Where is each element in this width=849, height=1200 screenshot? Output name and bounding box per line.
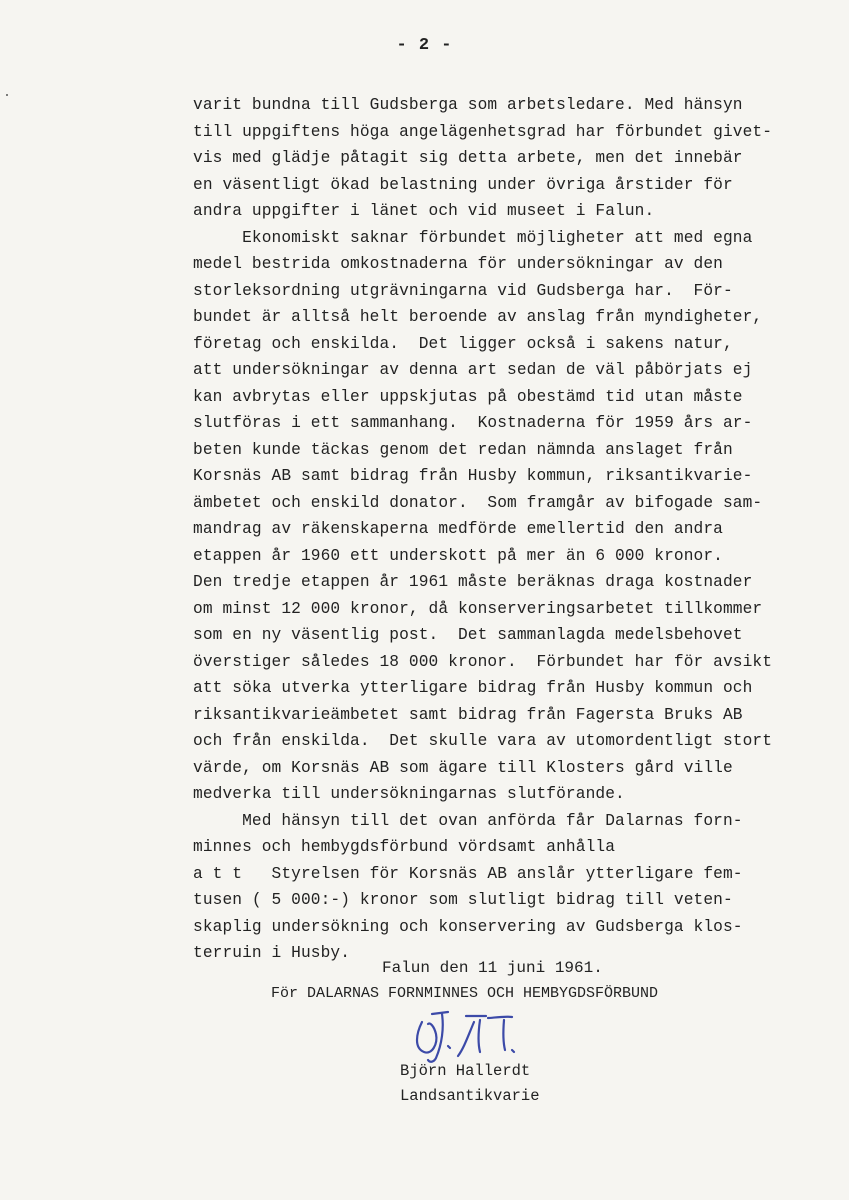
body-line: medverka till undersökningarnas slutförande. <box>193 785 625 803</box>
signer-title: Landsantikvarie <box>400 1087 540 1105</box>
body-line: medel bestrida omkostnaderna för undersökningar av den <box>193 255 723 273</box>
body-line: minnes och hembygdsförbund vördsamt anhålla <box>193 838 616 856</box>
body-line: etappen år 1960 ett underskott på mer än 6 000 kronor. <box>193 546 723 565</box>
body-line: ämbetet och enskild donator. Som framgår av bifogade sam- <box>193 493 763 512</box>
body-line: vis med glädje påtagit sig detta arbete, men det innebär <box>193 149 743 167</box>
body-line: terruin i Husby. <box>193 944 351 962</box>
body-line: slutföras i ett sammanhang. Kostnaderna för 1959 års ar- <box>193 414 753 432</box>
body-line: riksantikvarieämbetet samt bidrag från Fagersta Bruks AB <box>193 705 743 724</box>
body-line: beten kunde täckas genom det redan nämnda anslaget från <box>193 440 733 459</box>
body-line: företag och enskilda. Det ligger också i sakens natur, <box>193 334 733 353</box>
body-line: att söka utverka ytterligare bidrag från Husby kommun och <box>193 679 753 697</box>
body-line: a t t Styrelsen för Korsnäs AB anslår ytterligare fem- <box>193 864 743 883</box>
scan-speck <box>6 94 8 96</box>
body-line: mandrag av räkenskaperna medförde emellertid den andra <box>193 520 723 538</box>
body-line: Med hänsyn till det ovan anförda får Dalarnas forn- <box>193 811 743 830</box>
body-line: och från enskilda. Det skulle vara av utomordentligt stort <box>193 732 773 750</box>
body-line: skaplig undersökning och konservering av Gudsberga klos- <box>193 917 743 936</box>
body-line: överstiger således 18 000 kronor. Förbundet har för avsikt <box>193 652 773 671</box>
body-line: andra uppgifter i länet och vid museet i Falun. <box>193 202 655 220</box>
body-line: om minst 12 000 kronor, då konserveringsarbetet tillkommer <box>193 599 763 618</box>
body-line: som en ny väsentlig post. Det sammanlagda medelsbehovet <box>193 626 743 644</box>
signer-name: Björn Hallerdt <box>400 1062 531 1080</box>
body-line: till uppgiftens höga angelägenhetsgrad har förbundet givet- <box>193 122 773 141</box>
body-line: Den tredje etappen år 1961 måste beräknas draga kostnader <box>193 573 753 591</box>
body-line: storleksordning utgrävningarna vid Gudsberga har. För- <box>193 281 733 300</box>
body-line: bundet är alltså helt beroende av anslag från myndigheter, <box>193 308 763 326</box>
body-line: en väsentligt ökad belastning under övriga årstider för <box>193 175 733 194</box>
body-line: Ekonomiskt saknar förbundet möjligheter att med egna <box>193 228 753 247</box>
body-line: Korsnäs AB samt bidrag från Husby kommun, riksantikvarie- <box>193 467 753 485</box>
page-number: - 2 - <box>396 36 453 55</box>
place-and-date: Falun den 11 juni 1961. <box>382 959 603 977</box>
body-line: varit bundna till Gudsberga som arbetsledare. Med hänsyn <box>193 96 743 114</box>
body-line: tusen ( 5 000:-) kronor som slutligt bidrag till veten- <box>193 891 733 909</box>
body-line: att undersökningar av denna art sedan de väl påbörjats ej <box>193 361 753 379</box>
body-line: värde, om Korsnäs AB som ägare till Klosters gård ville <box>193 758 733 777</box>
body-line: kan avbrytas eller uppskjutas på obestämd tid utan måste <box>193 387 743 406</box>
sender-organization: För DALARNAS FORNMINNES OCH HEMBYGDSFÖRBUND <box>271 985 659 1002</box>
